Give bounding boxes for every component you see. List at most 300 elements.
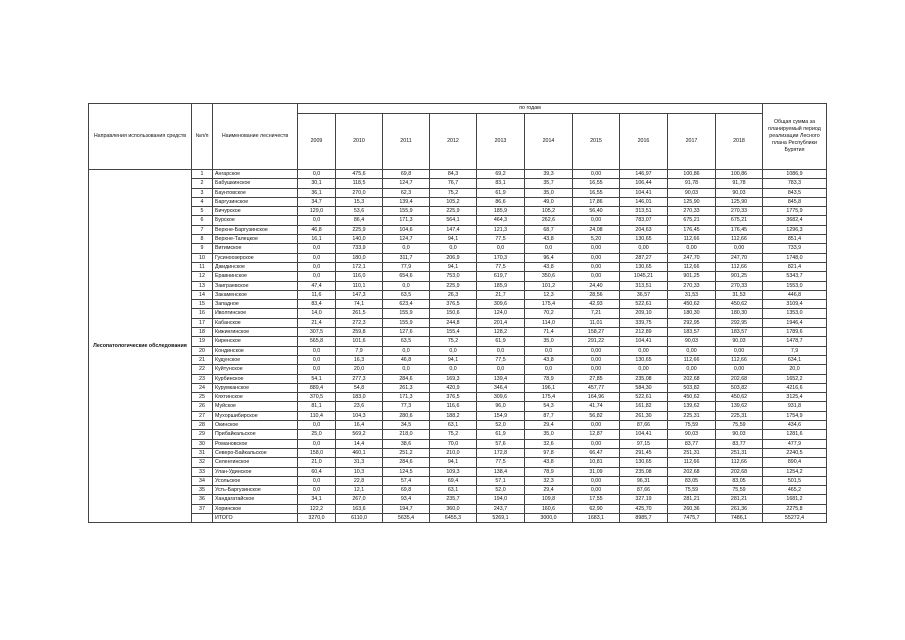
year-value: 158,27 [573, 328, 620, 337]
year-value: 124,5 [383, 467, 430, 476]
row-total: 20,0 [763, 365, 827, 374]
year-value: 12,1 [336, 486, 383, 495]
year-value: 87,7 [525, 411, 573, 420]
row-total: 1652,2 [763, 374, 827, 383]
year-value: 105,2 [430, 197, 477, 206]
year-value: 161,82 [620, 402, 668, 411]
year-value: 10,3 [336, 467, 383, 476]
year-value: 16,3 [336, 355, 383, 364]
row-number: 37 [192, 504, 213, 513]
year-value: 130,65 [620, 355, 668, 364]
row-total: 7,9 [763, 346, 827, 355]
total-row [89, 513, 827, 522]
year-value: 0,0 [430, 346, 477, 355]
year-value: 96,4 [525, 253, 573, 262]
row-total: 1281,6 [763, 430, 827, 439]
year-value: 261,5 [336, 309, 383, 318]
year-value: 90,03 [716, 188, 763, 197]
year-value: 90,03 [716, 337, 763, 346]
year-value: 270,0 [336, 188, 383, 197]
year-value: 28,56 [573, 290, 620, 299]
year-value: 35,7 [525, 179, 573, 188]
year-value: 185,9 [477, 281, 525, 290]
year-value: 0,0 [477, 244, 525, 253]
year-value: 41,74 [573, 402, 620, 411]
year-value: 420,9 [430, 383, 477, 392]
year-value: 202,68 [668, 467, 716, 476]
table-row [89, 421, 827, 430]
year-value: 180,0 [336, 253, 383, 262]
year-value: 61,9 [477, 430, 525, 439]
year-value: 309,6 [477, 393, 525, 402]
table-row [89, 272, 827, 281]
row-number: 12 [192, 272, 213, 281]
year-value: 272,3 [336, 318, 383, 327]
year-value: 261,3 [383, 383, 430, 392]
year-value: 94,1 [430, 458, 477, 467]
year-value: 122,2 [298, 504, 336, 513]
year-value: 225,31 [668, 411, 716, 420]
year-value: 0,0 [298, 486, 336, 495]
row-number: 30 [192, 439, 213, 448]
year-value: 36,57 [620, 290, 668, 299]
year-value: 94,1 [430, 235, 477, 244]
year-value: 31,53 [668, 290, 716, 299]
year-value: 20,0 [336, 365, 383, 374]
year-value: 70,2 [525, 309, 573, 318]
year-value: 112,66 [716, 235, 763, 244]
table-body [89, 170, 827, 523]
year-value: 146,97 [620, 170, 668, 179]
year-value: 112,66 [668, 235, 716, 244]
year-value: 0,0 [298, 216, 336, 225]
year-value: 104,6 [383, 225, 430, 234]
year-value: 522,61 [620, 393, 668, 402]
year-value: 210,0 [430, 448, 477, 457]
header-direction: Направления использования средств [89, 104, 192, 170]
year-value: 244,8 [430, 318, 477, 327]
total-year-value: 3000,0 [525, 513, 573, 522]
row-total: 446,8 [763, 290, 827, 299]
year-value: 0,00 [573, 355, 620, 364]
year-value: 287,27 [620, 253, 668, 262]
table-row [89, 430, 827, 439]
year-value: 129,0 [298, 207, 336, 216]
year-value: 175,4 [525, 393, 573, 402]
row-number: 36 [192, 495, 213, 504]
year-value: 147,4 [430, 225, 477, 234]
year-value: 0,0 [298, 355, 336, 364]
year-value: 270,33 [716, 207, 763, 216]
year-value: 52,0 [477, 421, 525, 430]
year-value: 169,3 [430, 374, 477, 383]
year-value: 155,9 [383, 318, 430, 327]
year-value: 101,2 [525, 281, 573, 290]
year-value: 0,00 [668, 365, 716, 374]
forestry-name: Хоринское [213, 504, 298, 513]
forestry-name: Кондинское [213, 346, 298, 355]
year-value: 0,0 [383, 281, 430, 290]
year-value: 54,8 [336, 383, 383, 392]
year-value: 457,77 [573, 383, 620, 392]
total-year-value: 3270,0 [298, 513, 336, 522]
year-value: 29,4 [525, 486, 573, 495]
year-value: 503,82 [716, 383, 763, 392]
year-value: 90,03 [668, 430, 716, 439]
year-value: 62,3 [383, 188, 430, 197]
header-year: 2011 [383, 114, 430, 170]
year-value: 31,53 [716, 290, 763, 299]
year-value: 0,0 [525, 365, 573, 374]
total-year-value: 1683,1 [573, 513, 620, 522]
forestry-name: Бурское [213, 216, 298, 225]
year-value: 0,00 [573, 170, 620, 179]
row-number: 11 [192, 262, 213, 271]
year-value: 171,3 [383, 216, 430, 225]
year-value: 460,1 [336, 448, 383, 457]
year-value: 75,59 [716, 486, 763, 495]
year-value: 112,66 [668, 458, 716, 467]
table-row [89, 495, 827, 504]
table-row [89, 235, 827, 244]
row-total: 1353,0 [763, 309, 827, 318]
year-value: 68,7 [525, 225, 573, 234]
year-value: 155,4 [430, 328, 477, 337]
year-value: 0,0 [525, 244, 573, 253]
year-value: 83,4 [298, 300, 336, 309]
forestry-name: Бичурское [213, 207, 298, 216]
row-number: 17 [192, 318, 213, 327]
year-value: 124,0 [477, 309, 525, 318]
year-value: 0,00 [573, 421, 620, 430]
year-value: 0,0 [383, 365, 430, 374]
table-row [89, 476, 827, 485]
year-value: 185,9 [477, 207, 525, 216]
year-value: 0,0 [383, 346, 430, 355]
year-value: 25,0 [298, 430, 336, 439]
year-value: 0,00 [573, 272, 620, 281]
year-value: 0,00 [573, 346, 620, 355]
year-value: 90,03 [668, 188, 716, 197]
year-value: 10,81 [573, 458, 620, 467]
forestry-name: Джидинское [213, 262, 298, 271]
year-value: 284,6 [383, 458, 430, 467]
year-value: 0,0 [298, 262, 336, 271]
year-value: 46,8 [383, 355, 430, 364]
row-total: 1754,9 [763, 411, 827, 420]
year-value: 118,5 [336, 179, 383, 188]
year-value: 0,0 [298, 346, 336, 355]
row-number: 20 [192, 346, 213, 355]
year-value: 139,4 [383, 197, 430, 206]
row-total: 1946,4 [763, 318, 827, 327]
year-value: 69,2 [477, 170, 525, 179]
year-value: 0,00 [573, 365, 620, 374]
row-total: 434,6 [763, 421, 827, 430]
table-row [89, 225, 827, 234]
year-value: 104,3 [336, 411, 383, 420]
year-value: 78,9 [525, 467, 573, 476]
year-value: 164,96 [573, 393, 620, 402]
row-number: 25 [192, 393, 213, 402]
year-value: 21,0 [298, 458, 336, 467]
table-row [89, 262, 827, 271]
year-value: 584,30 [620, 383, 668, 392]
year-value: 105,2 [525, 207, 573, 216]
year-value: 360,0 [430, 504, 477, 513]
year-value: 150,6 [430, 309, 477, 318]
year-value: 100,86 [668, 170, 716, 179]
row-number: 19 [192, 337, 213, 346]
year-value: 42,93 [573, 300, 620, 309]
forestry-name: Верхне-Баргузинское [213, 225, 298, 234]
row-number: 21 [192, 355, 213, 364]
year-value: 267,0 [336, 495, 383, 504]
year-value: 61,9 [477, 337, 525, 346]
year-value: 109,3 [430, 467, 477, 476]
row-total: 3125,4 [763, 393, 827, 402]
forestry-name: Кяхтинское [213, 393, 298, 402]
year-value: 0,00 [716, 244, 763, 253]
total-year-value: 5635,4 [383, 513, 430, 522]
year-value: 225,31 [716, 411, 763, 420]
year-value: 0,00 [620, 365, 668, 374]
year-value: 202,68 [668, 374, 716, 383]
year-value: 259,8 [336, 328, 383, 337]
total-year-value: 7475,7 [668, 513, 716, 522]
row-number: 1 [192, 170, 213, 179]
row-number: 13 [192, 281, 213, 290]
row-total: 1086,9 [763, 170, 827, 179]
year-value: 280,6 [383, 411, 430, 420]
header-year: 2016 [620, 114, 668, 170]
year-value: 77,9 [383, 262, 430, 271]
year-value: 158,0 [298, 448, 336, 457]
year-value: 450,62 [668, 393, 716, 402]
table-row [89, 402, 827, 411]
year-value: 24,08 [573, 225, 620, 234]
year-value: 0,0 [298, 244, 336, 253]
row-total: 1478,7 [763, 337, 827, 346]
year-value: 35,0 [525, 430, 573, 439]
year-value: 52,0 [477, 486, 525, 495]
forest-plan-table [88, 103, 827, 523]
year-value: 12,87 [573, 430, 620, 439]
row-total: 843,5 [763, 188, 827, 197]
year-value: 93,4 [383, 495, 430, 504]
year-value: 171,3 [383, 393, 430, 402]
row-total: 1775,9 [763, 207, 827, 216]
year-value: 77,5 [477, 355, 525, 364]
year-value: 86,6 [477, 197, 525, 206]
row-number: 8 [192, 235, 213, 244]
year-value: 54,1 [298, 374, 336, 383]
year-value: 350,6 [525, 272, 573, 281]
year-value: 116,0 [336, 272, 383, 281]
forestry-name: Селенгинское [213, 458, 298, 467]
year-value: 291,45 [620, 448, 668, 457]
year-value: 170,3 [477, 253, 525, 262]
row-number: 9 [192, 244, 213, 253]
year-value: 101,6 [336, 337, 383, 346]
year-value: 172,1 [336, 262, 383, 271]
table-row [89, 309, 827, 318]
year-value: 901,25 [716, 272, 763, 281]
year-value: 127,6 [383, 328, 430, 337]
row-number: 26 [192, 402, 213, 411]
forestry-name: Кудунское [213, 355, 298, 364]
year-value: 7,9 [336, 346, 383, 355]
year-value: 0,00 [573, 486, 620, 495]
year-value: 97,8 [525, 448, 573, 457]
year-value: 96,0 [477, 402, 525, 411]
year-value: 112,66 [716, 355, 763, 364]
year-value: 623,4 [383, 300, 430, 309]
year-value: 0,0 [477, 346, 525, 355]
row-number: 35 [192, 486, 213, 495]
header-forestry-name: Наименование лесничеств [213, 104, 298, 170]
year-value: 34,5 [383, 421, 430, 430]
forestry-name: Прибайкальское [213, 430, 298, 439]
year-value: 56,82 [573, 411, 620, 420]
year-value: 251,2 [383, 448, 430, 457]
year-value: 38,6 [383, 439, 430, 448]
year-value: 1045,21 [620, 272, 668, 281]
year-value: 155,9 [383, 207, 430, 216]
forestry-name: Иволгинское [213, 309, 298, 318]
row-number: 23 [192, 374, 213, 383]
row-total: 821,4 [763, 262, 827, 271]
year-value: 110,4 [298, 411, 336, 420]
year-value: 57,4 [383, 476, 430, 485]
year-value: 247,70 [668, 253, 716, 262]
year-value: 21,4 [298, 318, 336, 327]
year-value: 155,9 [383, 309, 430, 318]
year-value: 15,3 [336, 197, 383, 206]
year-value: 11,01 [573, 318, 620, 327]
year-value: 376,5 [430, 393, 477, 402]
year-value: 75,59 [668, 421, 716, 430]
year-value: 202,68 [716, 467, 763, 476]
year-value: 139,4 [477, 374, 525, 383]
forestry-name: Кижингинское [213, 328, 298, 337]
year-value: 81,1 [298, 402, 336, 411]
year-value: 0,0 [298, 439, 336, 448]
year-value: 311,7 [383, 253, 430, 262]
year-value: 281,21 [668, 495, 716, 504]
year-value: 0,0 [430, 244, 477, 253]
year-value: 35,0 [525, 188, 573, 197]
year-value: 564,1 [430, 216, 477, 225]
year-value: 0,0 [298, 170, 336, 179]
forestry-name: Окинское [213, 421, 298, 430]
year-value: 83,05 [668, 476, 716, 485]
header-number: №п/п [192, 104, 213, 170]
year-value: 23,6 [336, 402, 383, 411]
row-number: 29 [192, 430, 213, 439]
year-value: 104,41 [620, 337, 668, 346]
year-value: 83,1 [477, 179, 525, 188]
year-value: 313,51 [620, 207, 668, 216]
year-value: 121,3 [477, 225, 525, 234]
year-value: 77,5 [477, 458, 525, 467]
year-value: 0,0 [298, 421, 336, 430]
table-row [89, 318, 827, 327]
forestry-name: Гусиноозерское [213, 253, 298, 262]
year-value: 0,00 [573, 216, 620, 225]
year-value: 0,00 [573, 439, 620, 448]
year-value: 110,1 [336, 281, 383, 290]
header-year: 2015 [573, 114, 620, 170]
year-value: 733,9 [336, 244, 383, 253]
year-value: 450,62 [716, 300, 763, 309]
year-value: 277,3 [336, 374, 383, 383]
year-value: 247,70 [716, 253, 763, 262]
year-value: 114,0 [525, 318, 573, 327]
forestry-name: Закаменское [213, 290, 298, 299]
year-value: 130,65 [620, 235, 668, 244]
year-value: 130,65 [620, 458, 668, 467]
year-value: 63,5 [383, 290, 430, 299]
forestry-name: Мухоршибирское [213, 411, 298, 420]
year-value: 12,3 [525, 290, 573, 299]
table-row [89, 504, 827, 513]
year-value: 654,6 [383, 272, 430, 281]
year-value: 16,4 [336, 421, 383, 430]
row-number: 6 [192, 216, 213, 225]
year-value: 0,00 [573, 262, 620, 271]
year-value: 243,7 [477, 504, 525, 513]
row-total: 5343,7 [763, 272, 827, 281]
year-value: 16,55 [573, 179, 620, 188]
year-value: 57,6 [477, 439, 525, 448]
row-total: 501,5 [763, 476, 827, 485]
year-value: 83,77 [668, 439, 716, 448]
year-value: 183,57 [668, 328, 716, 337]
table-row [89, 244, 827, 253]
year-value: 100,86 [716, 170, 763, 179]
year-value: 30,1 [298, 179, 336, 188]
row-number: 27 [192, 411, 213, 420]
year-value: 313,51 [620, 281, 668, 290]
year-value: 163,6 [336, 504, 383, 513]
header-year: 2009 [298, 114, 336, 170]
year-value: 0,00 [573, 244, 620, 253]
year-value: 194,7 [383, 504, 430, 513]
year-value: 112,66 [668, 355, 716, 364]
year-value: 309,6 [477, 300, 525, 309]
year-value: 27,85 [573, 374, 620, 383]
direction-cell: Лесопатологические обследования [89, 170, 192, 523]
row-total: 3682,4 [763, 216, 827, 225]
table-row [89, 328, 827, 337]
table-row [89, 458, 827, 467]
year-value: 22,8 [336, 476, 383, 485]
year-value: 124,7 [383, 235, 430, 244]
year-value: 307,5 [298, 328, 336, 337]
year-value: 281,21 [716, 495, 763, 504]
year-value: 16,55 [573, 188, 620, 197]
row-number: 24 [192, 383, 213, 392]
year-value: 183,0 [336, 393, 383, 402]
year-value: 104,41 [620, 188, 668, 197]
row-total: 1296,3 [763, 225, 827, 234]
year-value: 14,0 [298, 309, 336, 318]
year-value: 62,90 [573, 504, 620, 513]
year-value: 783,07 [620, 216, 668, 225]
year-value: 212,89 [620, 328, 668, 337]
year-value: 71,4 [525, 328, 573, 337]
